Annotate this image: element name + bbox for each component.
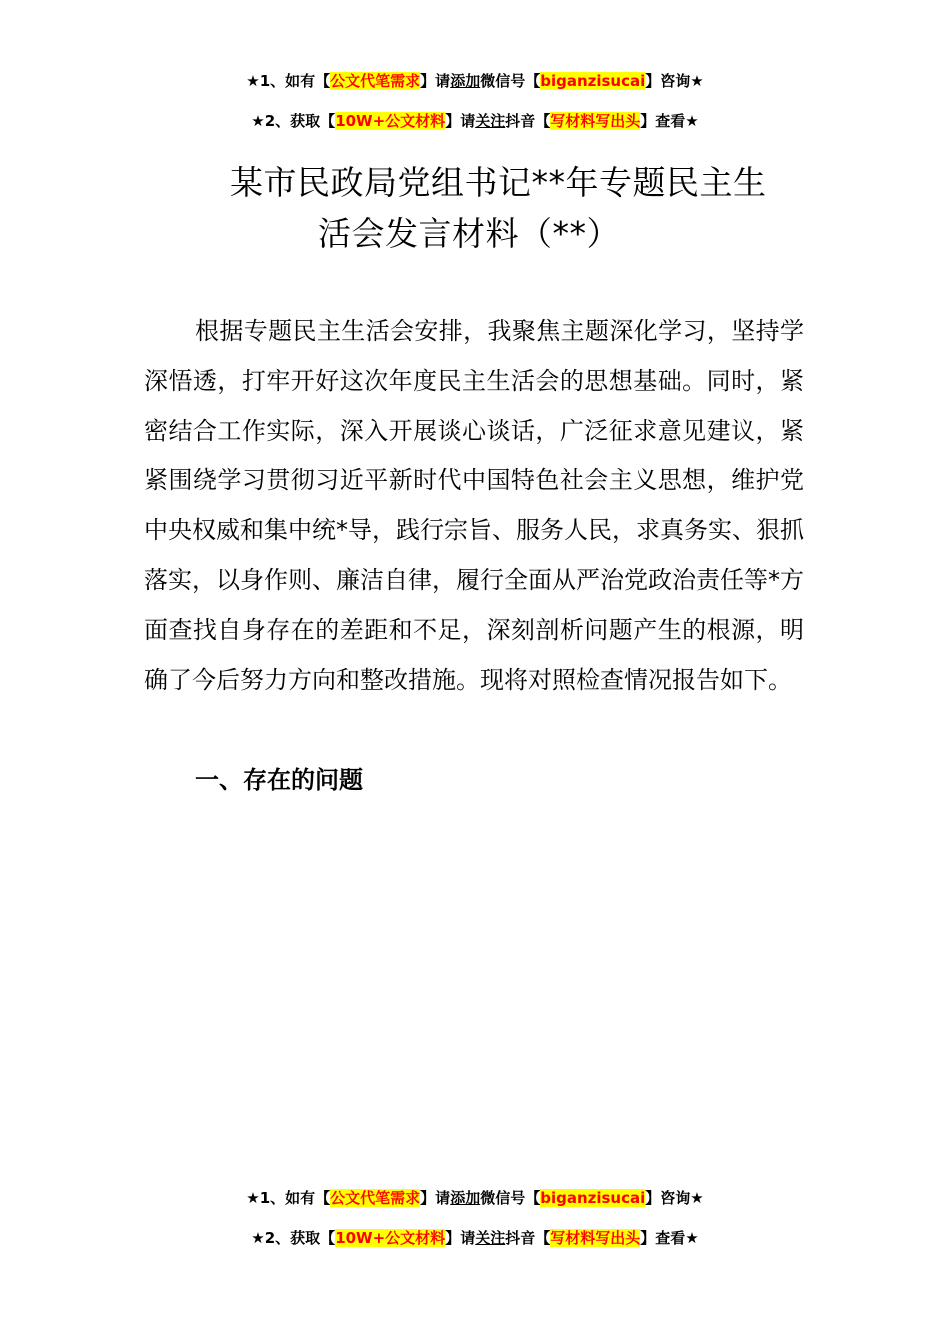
promo-highlight: 10W+公文材料 (335, 112, 446, 130)
promo-text: 】查看★ (640, 1229, 699, 1247)
promo-douyin-id: 写材料写出头 (550, 112, 641, 130)
promo-text: 】查看★ (640, 112, 699, 130)
promo-text: 抖音【 (505, 112, 551, 130)
promo-text: 微信号【 (480, 72, 541, 90)
promo-text: 】咨询★ (645, 72, 704, 90)
footer-promo-line-1 (0, 1187, 950, 1209)
page-title-line-1: 某市民政局党组书记**年专题民主生 (230, 163, 767, 202)
footer-promo-line-2 (0, 1227, 950, 1249)
promo-text: ★2、获取【 (251, 112, 336, 130)
promo-highlight: 公文代笔需求 (330, 72, 421, 90)
promo-text: ★2、获取【 (251, 1229, 336, 1247)
promo-text: 】请 (420, 1189, 451, 1207)
promo-text: 抖音【 (505, 1229, 551, 1247)
promo-text: ★1、如有【 (246, 72, 331, 90)
section-heading: 一、存在的问题 (195, 766, 363, 794)
promo-underlined: 添加 (450, 72, 481, 90)
promo-text: ★1、如有【 (246, 1189, 331, 1207)
promo-underlined: 添加 (450, 1189, 481, 1207)
promo-wechat-id: biganzisucai (540, 1189, 646, 1207)
promo-text: 】请 (420, 72, 451, 90)
header-promo-line-2 (0, 110, 950, 132)
body-paragraph: 根据专题民主生活会安排，我聚焦主题深化学习，坚持学深悟透，打牢开好这次年度民主生活会的思想基础。同时，紧密结合工作实际，深入开展谈心谈话，广泛征求意见建议，紧紧围绕学习贯彻习近平新时代中国特色社会主义思想，维护党中央权威和集中统*导，践行宗旨、服务人民，求真务实、狠抓落实，以身作则、廉洁自律，履行全面从严治党政治责任等*方面查找自身存在的差距和不足，深刻剖析问题产生的根源，明确了今后努力方向和整改措施。现将对照检查情况报告如下。 (144, 317, 804, 694)
promo-text: 】咨询★ (645, 1189, 704, 1207)
promo-text: 微信号【 (480, 1189, 541, 1207)
promo-douyin-id: 写材料写出头 (550, 1229, 641, 1247)
promo-text: 】请 (445, 1229, 476, 1247)
promo-wechat-id: biganzisucai (540, 72, 646, 90)
promo-underlined: 关注 (475, 112, 506, 130)
header-promo-line-1 (0, 70, 950, 92)
promo-highlight: 10W+公文材料 (335, 1229, 446, 1247)
page-title-line-2: 活会发言材料（**） (318, 214, 620, 253)
promo-underlined: 关注 (475, 1229, 506, 1247)
promo-text: 】请 (445, 112, 476, 130)
promo-highlight: 公文代笔需求 (330, 1189, 421, 1207)
